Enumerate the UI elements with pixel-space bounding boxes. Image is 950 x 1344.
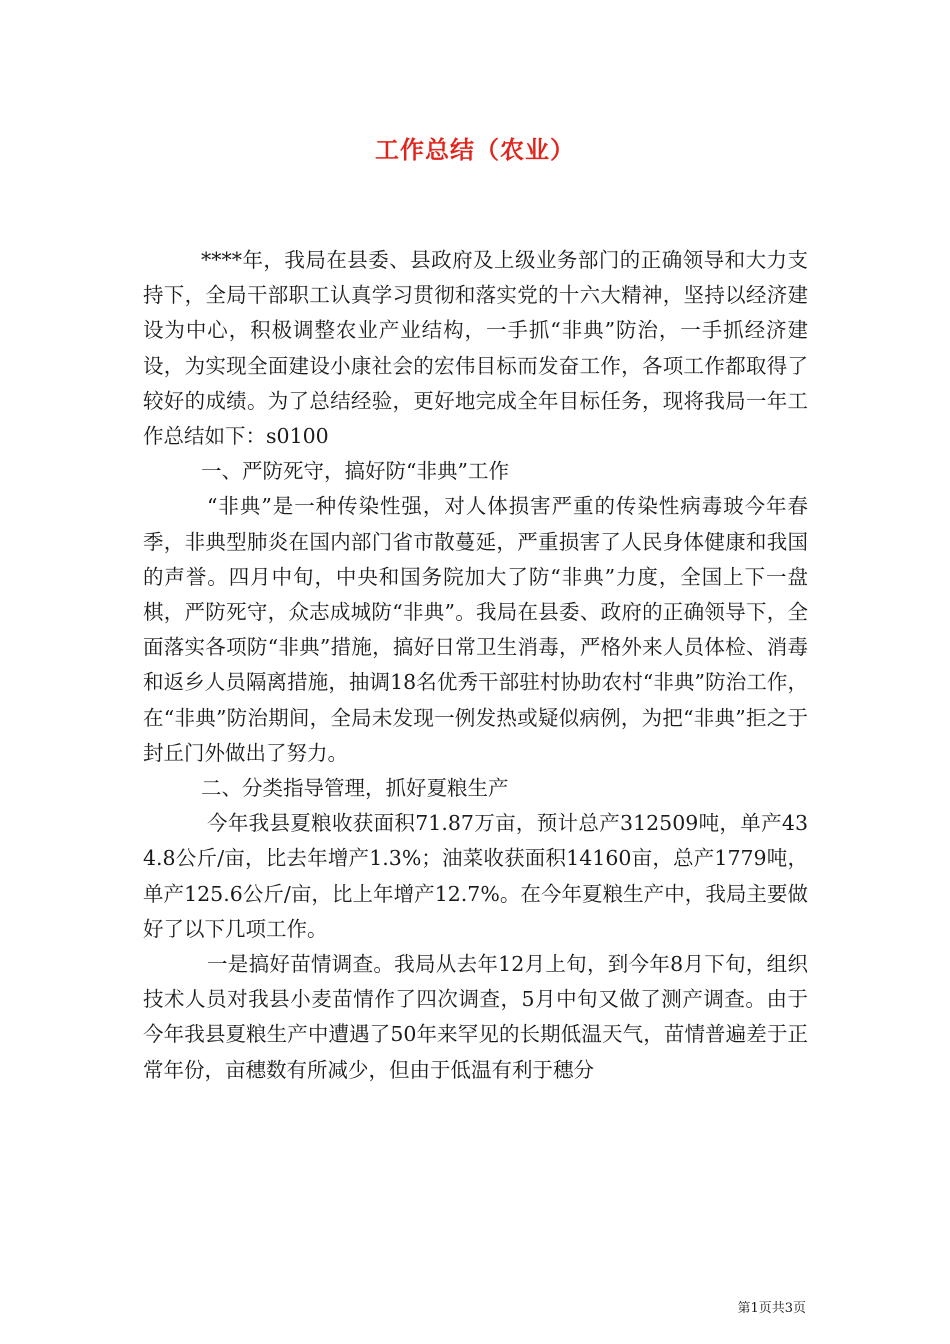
section-1-paragraph: “非典”是一种传染性强，对人体损害严重的传染性病毒玻今年春季，非典型肺炎在国内部门省市散蔓延，严重损害了人民身体健康和我国的声誉。四月中旬，中央和国务院加大了防“非典”力度，全国上下一盘棋，严防死守，众志成城防“非典”。我局在县委、政府的正确领导下，全面落实各项防“非典”措施，搞好日常卫生消毒，严格外来人员体检、消毒和返乡人员隔离措施，抽调18名优秀干部驻村协助农村“非典”防治工作，在“非典”防治期间，全局未发现一例发热或疑似病例，为把“非典”拒之于封丘门外做出了努力。 xyxy=(143,494,808,765)
document-body xyxy=(143,243,808,1088)
section-heading-2: 二、分类指导管理，抓好夏粮生产 xyxy=(201,776,509,801)
section-2-item-1-paragraph: 一是搞好苗情调查。我局从去年12月上旬，到今年8月下旬，组织技术人员对我县小麦苗情作了四次调查，5月中旬又做了测产调查。由于今年我县夏粮生产中遭遇了50年来罕见的长期低温天气，苗情普遍差于正常年份，亩穗数有所减少，但由于低温有利于穗分 xyxy=(143,952,808,1082)
document-title: 工作总结（农业） xyxy=(375,135,575,164)
page-number-footer: 第1页共3页 xyxy=(737,1301,806,1316)
intro-paragraph: ****年，我局在县委、县政府及上级业务部门的正确领导和大力支持下，全局干部职工认真学习贯彻和落实党的十六大精神，坚持以经济建设为中心，积极调整农业产业结构，一手抓“非典”防治，一手抓经济建设，为实现全面建设小康社会的宏伟目标而发奋工作，各项工作都取得了较好的成绩。为了总结经验，更好地完成全年目标任务，现将我局一年工作总结如下：s0100 xyxy=(143,248,808,449)
section-2-paragraph: 今年我县夏粮收获面积71.87万亩，预计总产312509吨，单产434.8公斤/亩，比去年增产1.3%；油菜收获面积14160亩，总产1779吨，单产125.6公斤/亩，比上年增产12.7%。在今年夏粮生产中，我局主要做好了以下几项工作。 xyxy=(143,811,808,941)
section-heading-1: 一、严防死守，搞好防“非典”工作 xyxy=(201,459,509,484)
